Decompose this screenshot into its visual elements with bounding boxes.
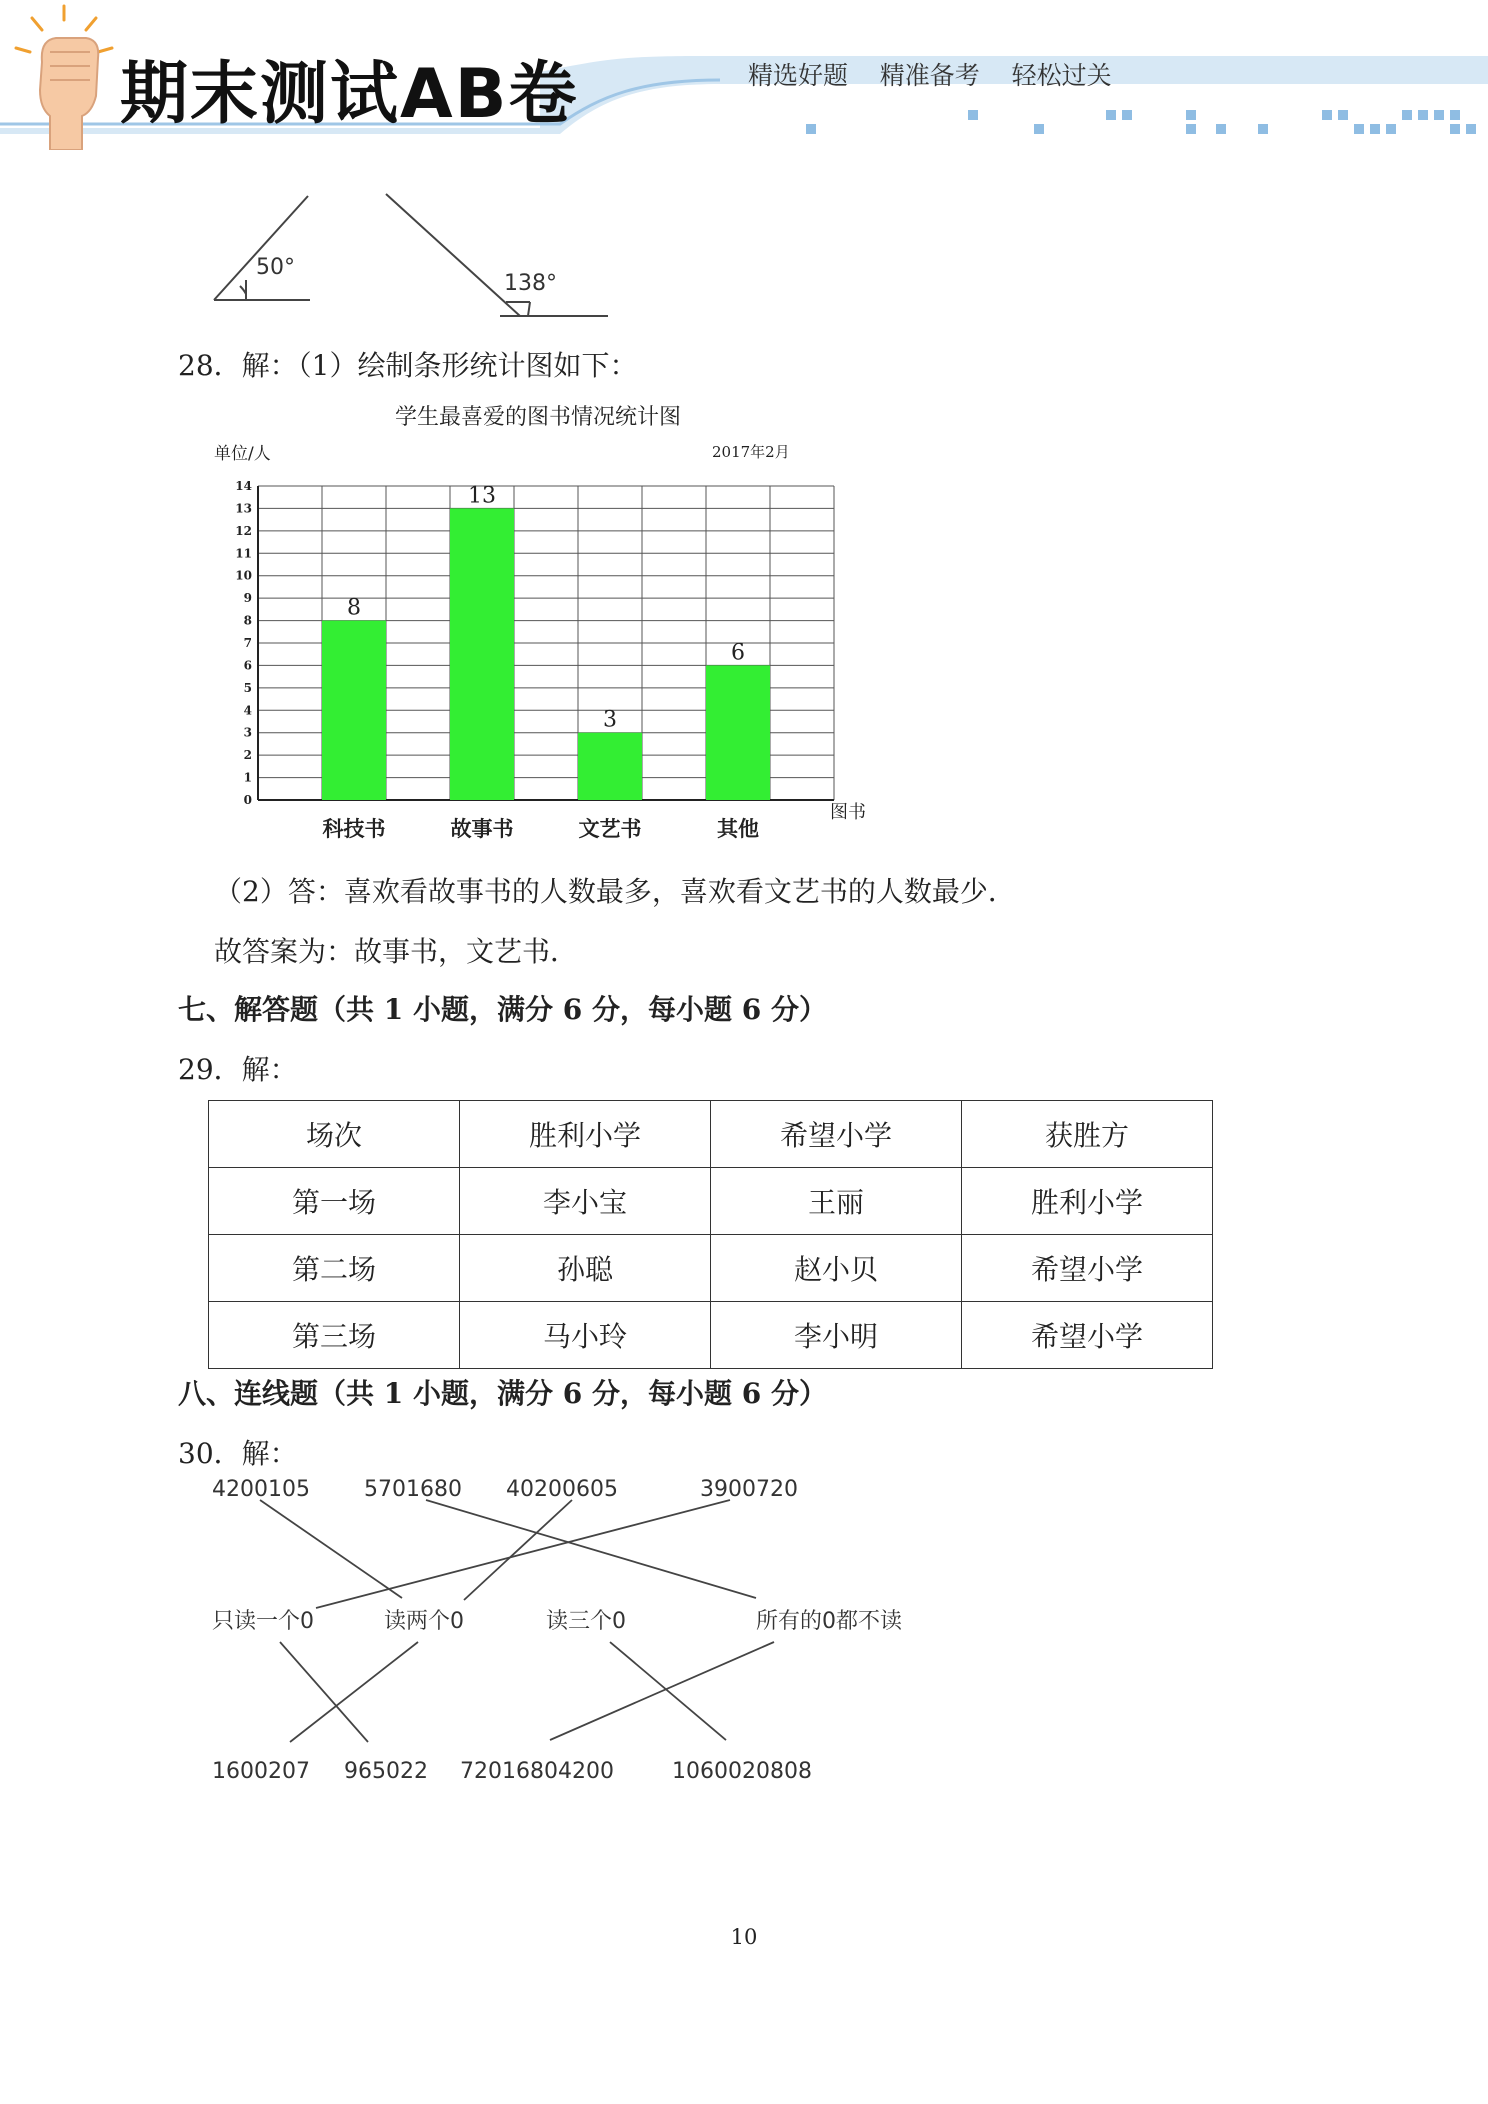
bar: [450, 508, 514, 800]
y-tick-label: 0: [243, 793, 252, 807]
bar-value-label: 3: [603, 707, 617, 733]
table-row: [209, 1302, 1213, 1369]
table-cell: 第三场: [209, 1302, 460, 1369]
y-tick-label: 1: [243, 770, 252, 785]
angle2-arm: [386, 194, 520, 316]
bottom-number: 965022: [344, 1759, 428, 1784]
table-cell: 第一场: [209, 1168, 460, 1235]
matching-diagram: [200, 1470, 960, 1800]
bar: [578, 733, 642, 800]
table-row: [209, 1168, 1213, 1235]
table-cell: 第二场: [209, 1235, 460, 1302]
table-cell: 希望小学: [962, 1302, 1213, 1369]
y-tick-label: 3: [243, 725, 252, 740]
y-tick-label: 7: [243, 636, 252, 650]
bar-chart: [200, 390, 900, 860]
matching-lines: [260, 1500, 774, 1742]
top-number: 5701680: [364, 1477, 462, 1502]
top-number: 40200605: [506, 1477, 618, 1502]
middle-label: 读三个0: [546, 1609, 626, 1634]
chart-ylabel: 单位/人: [214, 444, 271, 464]
chart-date: 2017年2月: [712, 443, 790, 461]
table-header-cell: 场次: [209, 1101, 460, 1168]
table-cell: 胜利小学: [962, 1168, 1213, 1235]
table-cell: 希望小学: [962, 1235, 1213, 1302]
top-number: 3900720: [700, 1477, 798, 1502]
middle-label: 只读一个0: [212, 1609, 314, 1634]
result-table: [208, 1100, 1213, 1369]
x-tick-label: 科技书: [322, 817, 386, 841]
q29-label: 29．解：: [178, 1053, 298, 1086]
y-tick-label: 4: [243, 703, 252, 718]
bar-value-label: 6: [731, 640, 745, 666]
chart-title: 学生最喜爱的图书情况统计图: [394, 405, 682, 430]
middle-label: 读两个0: [384, 1609, 464, 1634]
q28-intro: 28．解：（1）绘制条形统计图如下：: [178, 349, 638, 382]
section7-heading: 七、解答题（共 1 小题，满分 6 分，每小题 6 分）: [178, 993, 827, 1026]
table-cell: 李小宝: [460, 1168, 711, 1235]
bottom-number: 1060020808: [672, 1759, 812, 1784]
table-cell: 孙聪: [460, 1235, 711, 1302]
page-number: 10: [730, 1925, 758, 1949]
table-header-cell: 获胜方: [962, 1101, 1213, 1168]
y-tick-label: 6: [243, 658, 252, 673]
table-header-cell: 希望小学: [711, 1101, 962, 1168]
bar-value-label: 13: [468, 483, 496, 509]
top-number: 4200105: [212, 1477, 310, 1502]
q28-final: 故答案为：故事书，文艺书．: [214, 935, 579, 968]
page-header: [0, 0, 1488, 150]
table-header-row: [209, 1101, 1213, 1168]
q30-label: 30．解：: [178, 1437, 298, 1470]
table-cell: 王丽: [711, 1168, 962, 1235]
table-cell: 李小明: [711, 1302, 962, 1369]
bottom-number: 72016804200: [460, 1759, 614, 1784]
section8-heading: 八、连线题（共 1 小题，满分 6 分，每小题 6 分）: [178, 1377, 827, 1410]
y-tick-label: 11: [235, 546, 252, 561]
header-slogan: 精选好题 精准备考 轻松过关: [748, 61, 1112, 90]
table-header-cell: 胜利小学: [460, 1101, 711, 1168]
q28-answer: （2）答：喜欢看故事书的人数最多，喜欢看文艺书的人数最少．: [214, 875, 1016, 908]
y-tick-label: 12: [235, 523, 252, 538]
y-tick-label: 5: [243, 680, 252, 695]
fist-icon: [12, 0, 122, 150]
middle-label: 所有的0都不读: [756, 1609, 902, 1634]
y-tick-label: 10: [235, 568, 252, 583]
bar: [706, 665, 770, 800]
bar: [322, 621, 386, 800]
angle-figures: [200, 190, 620, 320]
chart-bars: [322, 483, 770, 841]
table-cell: 赵小贝: [711, 1235, 962, 1302]
chart-xlabel: 图书: [830, 802, 866, 823]
angle2-label: 138°: [504, 271, 557, 296]
bottom-number: 1600207: [212, 1759, 310, 1784]
angle1-arm: [214, 196, 308, 300]
y-tick-label: 14: [235, 479, 252, 493]
y-tick-label: 13: [235, 501, 252, 516]
table-cell: 马小玲: [460, 1302, 711, 1369]
y-tick-label: 9: [243, 591, 252, 606]
bar-value-label: 8: [347, 595, 361, 621]
x-tick-label: 其他: [717, 817, 759, 841]
y-tick-label: 2: [243, 748, 252, 763]
angle1-label: 50°: [256, 255, 295, 280]
table-row: [209, 1235, 1213, 1302]
x-tick-label: 故事书: [450, 817, 514, 841]
header-title: 期末测试AB卷: [120, 55, 579, 134]
x-tick-label: 文艺书: [578, 817, 642, 841]
y-tick-label: 8: [243, 613, 252, 628]
